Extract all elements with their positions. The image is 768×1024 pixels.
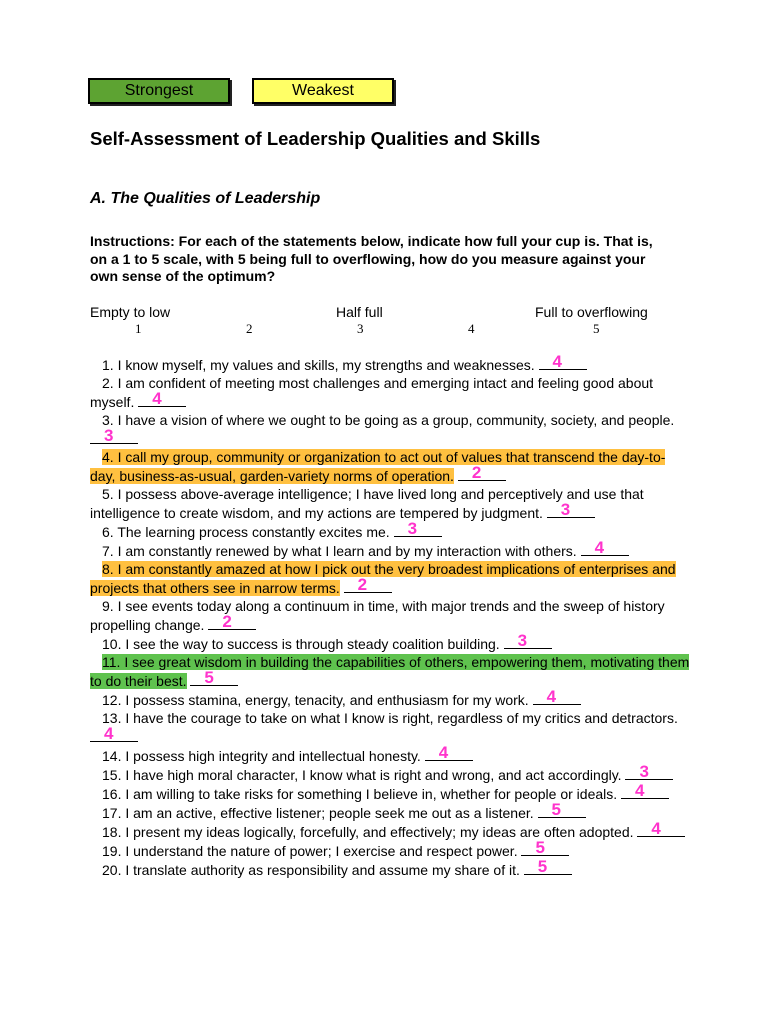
rating-value: 4 bbox=[546, 687, 557, 706]
list-item bbox=[90, 653, 690, 690]
legend-weakest-badge: Weakest bbox=[252, 78, 394, 104]
item-text-highlight-weakest: 4. I call my group, community or organization to act out of values that transcend the day-to-day, business-as-usual, garden-variety norms of operation. bbox=[90, 449, 666, 484]
list-item bbox=[90, 485, 690, 522]
rating-value: 4 bbox=[594, 538, 605, 557]
item-text: 7. I am constantly renewed by what I learn and by my interaction with others. bbox=[102, 543, 577, 559]
list-item bbox=[90, 838, 690, 860]
rating-blank[interactable] bbox=[90, 426, 138, 445]
item-text: 2. I am confident of meeting most challenges and emerging intact and feeling good about myself. bbox=[90, 375, 654, 410]
rating-value: 5 bbox=[537, 857, 548, 876]
item-text: 13. I have the courage to take on what I know is right, regardless of my critics and detractors. bbox=[102, 710, 678, 726]
rating-blank[interactable] bbox=[581, 538, 629, 557]
rating-blank[interactable] bbox=[625, 762, 673, 781]
list-item bbox=[90, 597, 690, 634]
rating-blank[interactable] bbox=[458, 463, 506, 482]
list-item bbox=[90, 819, 690, 841]
rating-blank[interactable] bbox=[539, 352, 587, 371]
list-item bbox=[90, 411, 690, 448]
assessment-list bbox=[90, 352, 690, 879]
rating-value: 4 bbox=[651, 819, 661, 838]
item-text: 16. I am willing to take risks for something I believe in, whether for people or ideals. bbox=[102, 786, 618, 802]
rating-value: 2 bbox=[471, 463, 482, 482]
item-text: 12. I possess stamina, energy, tenacity, and enthusiasm for my work. bbox=[102, 692, 529, 708]
rating-value: 2 bbox=[222, 612, 232, 631]
scale-number-2: 2 bbox=[246, 321, 253, 336]
scale-number-1: 1 bbox=[135, 321, 142, 336]
list-item bbox=[90, 448, 690, 485]
rating-blank[interactable] bbox=[533, 687, 581, 706]
rating-blank[interactable] bbox=[90, 724, 138, 743]
rating-blank[interactable] bbox=[538, 800, 586, 819]
list-item bbox=[90, 631, 690, 653]
section-heading: A. The Qualities of Leadership bbox=[90, 190, 321, 207]
instructions-text: Instructions: For each of the statements below, indicate how full your cup is. That is, on a 1 to 5 scale, with 5 being full to overflowing, how do you measure against your own sense of the optimum? bbox=[90, 233, 653, 284]
list-item bbox=[90, 781, 690, 803]
scale-number-3: 3 bbox=[357, 321, 364, 336]
list-item bbox=[90, 762, 690, 784]
rating-blank[interactable] bbox=[504, 631, 552, 650]
list-item bbox=[90, 800, 690, 822]
item-text-highlight-strongest: 11. I see great wisdom in building the capabilities of others, empowering them, motivating them to do their best. bbox=[90, 654, 690, 689]
rating-value: 5 bbox=[204, 668, 214, 687]
item-text: 14. I possess high integrity and intellectual honesty. bbox=[102, 748, 421, 764]
rating-blank[interactable] bbox=[190, 668, 238, 687]
rating-value: 4 bbox=[635, 781, 645, 800]
rating-blank[interactable] bbox=[621, 781, 669, 800]
rating-value: 3 bbox=[104, 426, 114, 445]
list-item bbox=[90, 352, 690, 374]
item-text: 15. I have high moral character, I know what is right and wrong, and act accordingly. bbox=[102, 767, 622, 783]
scale-label-high: Full to overflowing bbox=[535, 304, 648, 320]
item-text: 5. I possess above-average intelligence; I have lived long and perceptively and use that intelligence to create wisdom, and my actions are tempered by judgment. bbox=[90, 486, 644, 521]
rating-value: 4 bbox=[438, 743, 449, 762]
rating-value: 2 bbox=[357, 575, 368, 594]
page-title: Self-Assessment of Leadership Qualities and Skills bbox=[90, 128, 541, 149]
rating-value: 4 bbox=[552, 352, 562, 371]
rating-blank[interactable] bbox=[547, 500, 595, 519]
scale-number-5: 5 bbox=[593, 321, 600, 336]
item-text: 9. I see events today along a continuum in time, with major trends and the sweep of history propelling change. bbox=[90, 598, 665, 633]
item-text: 10. I see the way to success is through steady coalition building. bbox=[102, 636, 500, 652]
rating-blank[interactable] bbox=[524, 857, 572, 876]
rating-value: 5 bbox=[551, 800, 562, 819]
rating-value: 4 bbox=[152, 389, 162, 408]
list-item bbox=[90, 687, 690, 709]
rating-value: 3 bbox=[560, 500, 571, 519]
item-text: 1. I know myself, my values and skills, my strengths and weaknesses. bbox=[102, 357, 535, 373]
rating-blank[interactable] bbox=[138, 389, 186, 408]
rating-blank[interactable] bbox=[637, 819, 685, 838]
list-item bbox=[90, 709, 690, 746]
list-item bbox=[90, 374, 690, 411]
legend-strongest-badge: Strongest bbox=[88, 78, 230, 104]
scale-label-low: Empty to low bbox=[90, 304, 171, 320]
rating-blank[interactable] bbox=[521, 838, 569, 857]
item-text-highlight-weakest: 8. I am constantly amazed at how I pick out the very broadest implications of enterprises and projects that others see in narrow terms. bbox=[90, 561, 676, 596]
item-text: 6. The learning process constantly excites me. bbox=[102, 524, 390, 540]
rating-value: 5 bbox=[535, 838, 545, 857]
list-item bbox=[90, 857, 690, 879]
rating-blank[interactable] bbox=[208, 612, 256, 631]
scale-number-4: 4 bbox=[468, 321, 475, 336]
rating-blank[interactable] bbox=[425, 743, 473, 762]
rating-blank[interactable] bbox=[394, 519, 442, 538]
list-item bbox=[90, 538, 690, 560]
scale-label-mid: Half full bbox=[336, 304, 383, 320]
rating-value: 4 bbox=[104, 724, 114, 743]
rating-blank[interactable] bbox=[344, 575, 392, 594]
rating-value: 3 bbox=[639, 762, 649, 781]
item-text: 3. I have a vision of where we ought to be going as a group, community, society, and people. bbox=[102, 412, 675, 428]
item-text: 18. I present my ideas logically, forcefully, and effectively; my ideas are often adopted. bbox=[102, 824, 634, 840]
item-text: 20. I translate authority as responsibility and assume my share of it. bbox=[102, 862, 520, 878]
list-item bbox=[90, 560, 690, 597]
rating-value: 3 bbox=[517, 631, 528, 650]
rating-value: 3 bbox=[407, 519, 418, 538]
item-text: 17. I am an active, effective listener; people seek me out as a listener. bbox=[102, 805, 534, 821]
list-item bbox=[90, 743, 690, 765]
item-text: 19. I understand the nature of power; I exercise and respect power. bbox=[102, 843, 518, 859]
